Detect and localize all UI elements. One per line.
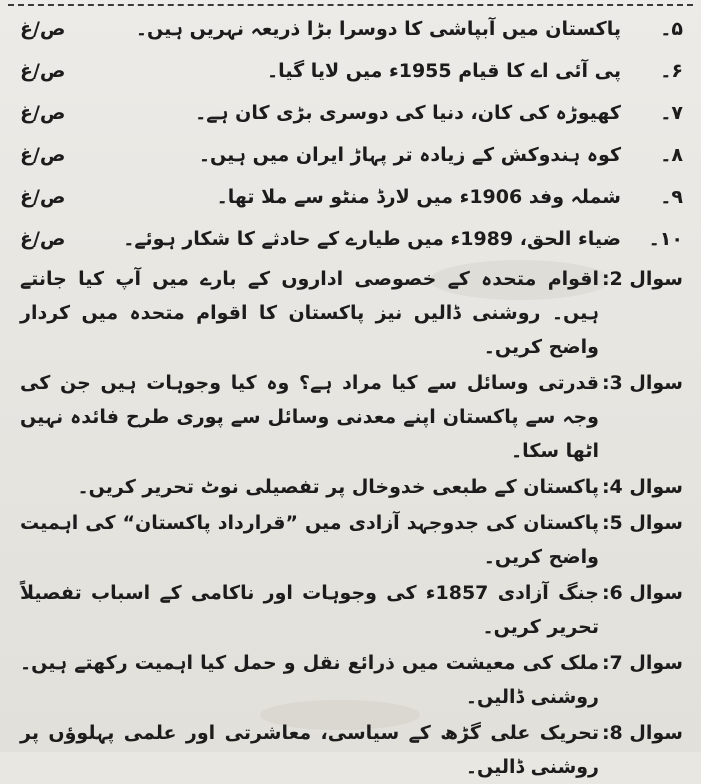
item-statement: کھیوڑہ کی کان، دنیا کی دوسری بڑی کان ہے۔ [195,102,621,124]
question-text: اقوام متحدہ کے خصوصی اداروں کے بارے میں آپ کیا جانتے ہیں۔ روشنی ڈالیں نیز پاکستان کا اقوام متحدہ میں کردار واضح کریں۔ [20,268,599,358]
long-questions-section [20,262,683,784]
question-label: سوال 5: [601,512,683,534]
question-text: جنگ آزادی 1857ء کی وجوہات اور ناکامی کے اسباب تفصیلاً تحریر کریں۔ [20,582,600,638]
question-text: تحریک علی گڑھ کے سیاسی، معاشرتی اور علمی پہلوؤں پر روشنی ڈالیں۔ [20,722,599,778]
question-label: سوال 6: [601,582,683,604]
exam-sheet [20,8,683,778]
answer-choice: ص/غ [20,186,66,208]
true-false-item [20,92,683,134]
question-item [20,470,683,504]
answer-choice: ص/غ [20,102,66,124]
item-number: ۶۔ [660,60,683,82]
question-item [20,716,683,784]
item-statement: پاکستان میں آبپاشی کا دوسرا بڑا ذریعہ نہریں ہیں۔ [135,18,621,40]
item-statement: شملہ وفد 1906ء میں لارڈ منٹو سے ملا تھا۔ [216,186,621,208]
question-text: پاکستان کی جدوجہد آزادی میں ”قرارداد پاکستان“ کی اہمیت واضح کریں۔ [20,512,599,568]
answer-choice: ص/غ [20,228,66,250]
question-text: پاکستان کے طبعی خدوخال پر تفصیلی نوٹ تحریر کریں۔ [77,476,599,498]
question-label: سوال 7: [601,652,683,674]
item-statement: پی آئی اے کا قیام 1955ء میں لایا گیا۔ [267,60,621,82]
question-item [20,506,683,574]
question-text: ملک کی معیشت میں ذرائع نقل و حمل کیا اہمیت رکھتے ہیں۔ روشنی ڈالیں۔ [20,652,599,708]
true-false-item [20,134,683,176]
answer-choice: ص/غ [20,60,66,82]
answer-choice: ص/غ [20,18,66,40]
answer-choice: ص/غ [20,144,66,166]
true-false-item [20,8,683,50]
true-false-item [20,218,683,260]
item-number: ۵۔ [660,18,683,40]
question-item [20,576,683,644]
question-item [20,646,683,714]
item-statement: کوہ ہندوکش کے زیادہ تر پہاڑ ایران میں ہیں۔ [198,144,621,166]
true-false-item [20,50,683,92]
item-statement: ضیاء الحق، 1989ء میں طیارے کے حادثے کا شکار ہوئے۔ [123,228,621,250]
question-text: قدرتی وسائل سے کیا مراد ہے؟ وہ کیا وجوہات ہیں جن کی وجہ سے پاکستان اپنے معدنی وسائل سے پوری طرح فائدہ نہیں اٹھا سکا۔ [20,372,599,462]
question-label: سوال 2: [601,268,683,290]
question-label: سوال 4: [601,476,683,498]
true-false-item [20,176,683,218]
item-number: ۸۔ [660,144,683,166]
question-label: سوال 8: [601,722,683,744]
top-dashed-rule [8,4,693,6]
item-number: ۹۔ [660,186,683,208]
item-number: ۷۔ [660,102,683,124]
question-label: سوال 3: [601,372,683,394]
question-item [20,366,683,468]
question-item [20,262,683,364]
item-number: ۱۰۔ [648,228,683,250]
true-false-section [20,8,683,260]
